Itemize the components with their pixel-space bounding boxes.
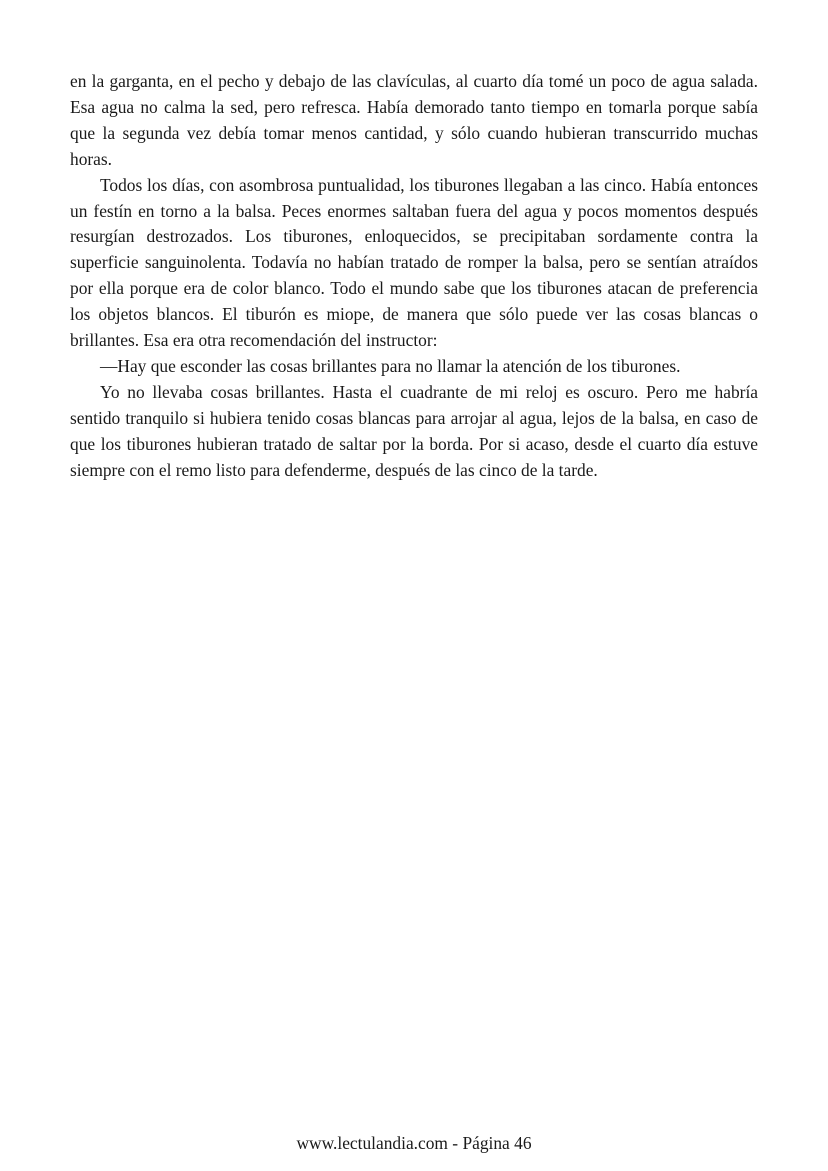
page-footer: www.lectulandia.com - Página 46	[296, 1133, 532, 1153]
paragraph: Yo no llevaba cosas brillantes. Hasta el cuadrante de mi reloj es oscuro. Pero me habría sentido tranquilo si hubiera tenido cosas blancas para arrojar al agua, lejos de la balsa, en caso de que los tiburones hubieran tratado de saltar por la borda. Por si acaso, desde el cuarto día estuve siempre con el remo listo para defenderme, después de las cinco de la tarde.	[70, 381, 758, 480]
page-body	[70, 69, 758, 484]
paragraph-dialogue: —Hay que esconder las cosas brillantes para no llamar la atención de los tiburones.	[100, 355, 681, 376]
paragraph-continued: en la garganta, en el pecho y debajo de las clavículas, al cuarto día tomé un poco de agua salada. Esa agua no calma la sed, pero refresca. Había demorado tanto tiempo en tomarla porque sabía que la segunda vez debía tomar menos cantidad, y sólo cuando hubieran transcurrido muchas horas.	[70, 71, 758, 169]
paragraph: Todos los días, con asombrosa puntualidad, los tiburones llegaban a las cinco. Había entonces un festín en torno a la balsa. Peces enormes saltaban fuera del agua y pocos momentos después resurgían destrozados. Los tiburones, enloquecidos, se precipitaban sordamente contra la superficie sanguinolenta. Todavía no habían tratado de romper la balsa, pero se sentían atraídos por ella porque era de color blanco. Todo el mundo sabe que los tiburones atacan de preferencia los objetos blancos. El tiburón es miope, de manera que sólo puede ver las cosas blancas o brillantes. Esa era otra recomendación del instructor:	[70, 174, 758, 351]
